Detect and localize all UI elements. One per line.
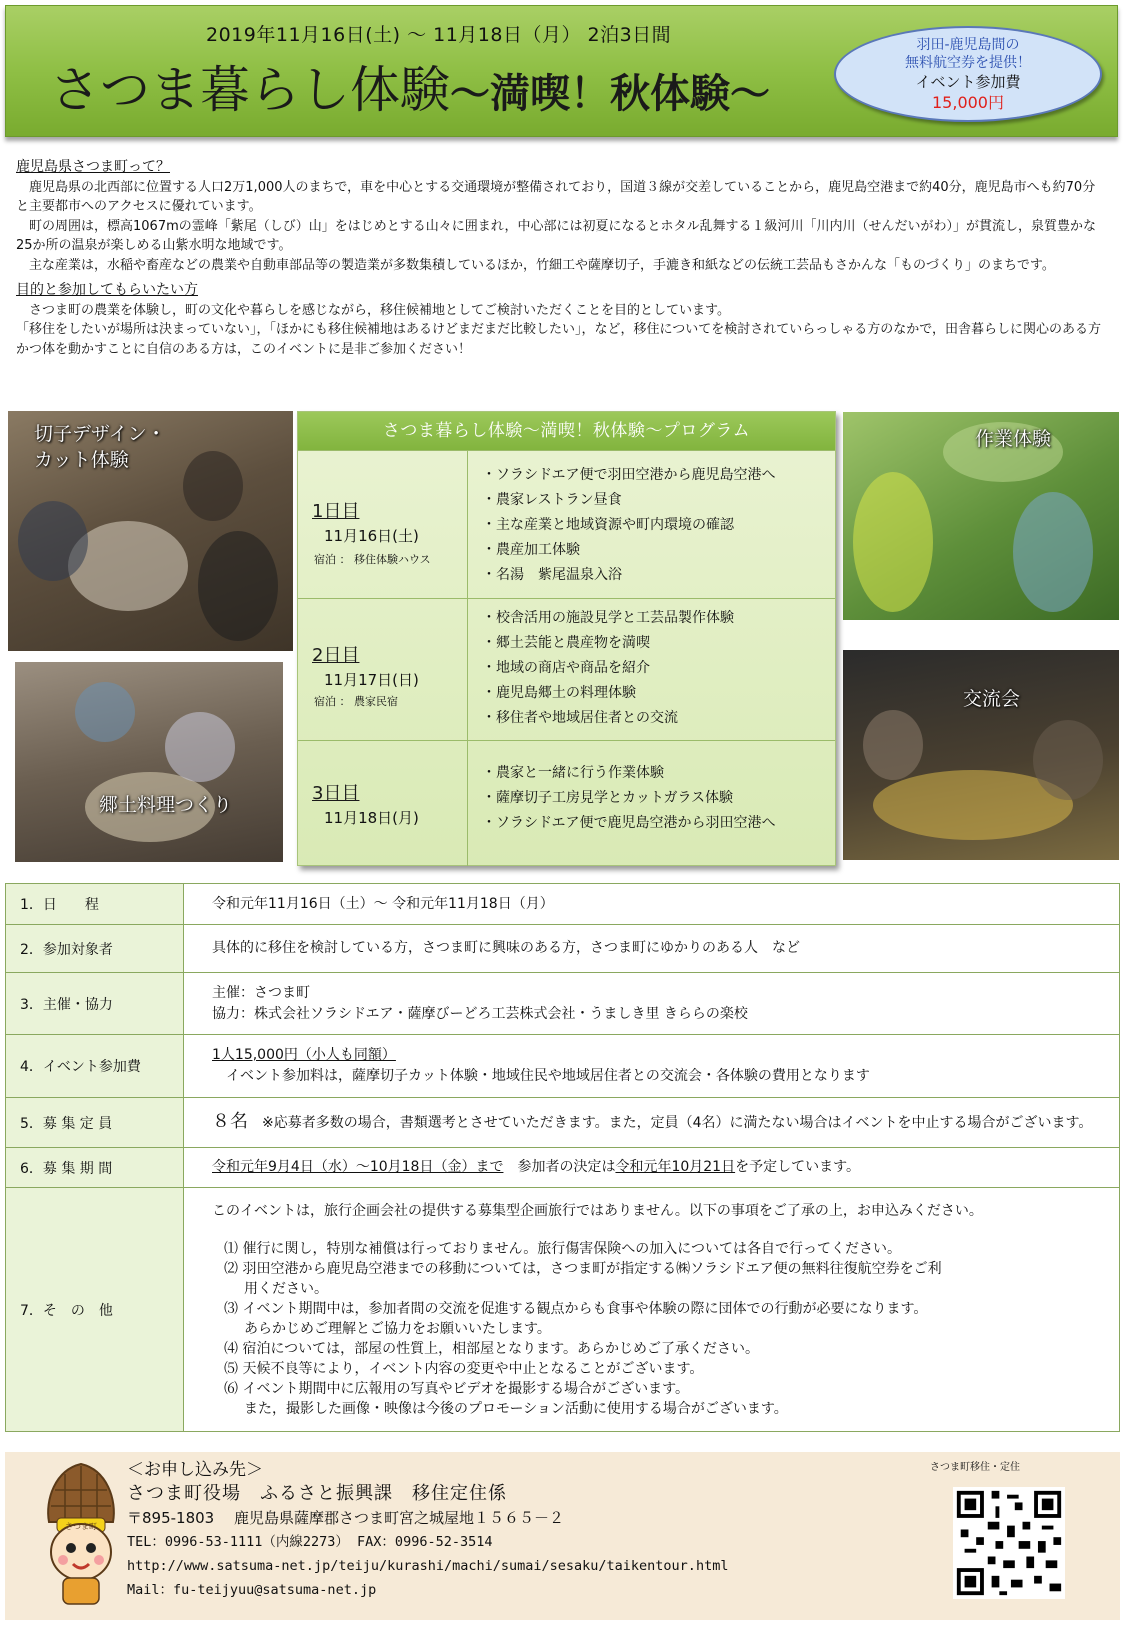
info-url-link[interactable]: http://www.satsuma-net.jp/teiju/kurashi/machi/sumai/sesaku/taikentour.html	[127, 1558, 729, 1574]
mascot-icon	[35, 1460, 127, 1610]
capacity-number: ８名	[212, 1111, 248, 1132]
program-day-2	[298, 598, 835, 740]
day-stay: 宿泊 ： 移住体験ハウス	[314, 553, 431, 566]
list-item: ・農家と一緒に行う作業体験	[482, 765, 664, 781]
program-day-1	[298, 450, 835, 598]
program-title: さつま暮らし体験～満喫！秋体験～プログラム	[298, 412, 835, 450]
event-dates: 2019年11月16日(土) ～ 11月18日（月） 2泊3日間	[206, 24, 672, 46]
list-item: また，撮影した画像・映像は今後のプロモーション活動に使用する場合がございます。	[244, 1400, 788, 1417]
list-item: ⑹ イベント期間中に広報用の写真やビデオを撮影する場合がございます。	[224, 1380, 690, 1397]
list-item: ・薩摩切子工房見学とカットガラス体験	[482, 790, 734, 806]
list-item: ・移住者や地域居住者との交流	[482, 710, 678, 726]
table-row	[6, 1035, 1120, 1098]
event-details-table	[5, 883, 1120, 1432]
list-item: ・ソラシドエア便で鹿児島空港から羽田空港へ	[482, 815, 776, 831]
fee-badge-line2: 無料航空券を提供！	[905, 55, 1031, 71]
list-item: ・ソラシドエア便で羽田空港から鹿児島空港へ	[482, 467, 776, 483]
row-value	[184, 1035, 1120, 1098]
capacity-note: ※応募者多数の場合，書類選考とさせていただきます。また，定員（4名）に満たない場合はイベントを中止する場合がございます。	[262, 1115, 1093, 1131]
row-key: 3．主催・協力	[6, 973, 184, 1035]
fee-badge-price: 15,000円	[932, 93, 1004, 112]
photo-caption: カット体験	[34, 449, 129, 471]
intro-section	[16, 158, 1106, 359]
photo-caption: 郷土料理つくり	[99, 794, 233, 816]
intro-para-5: 「移住をしたいが場所は決まっていない」，「ほかにも移住候補地はあるけどまだまだ比較したい」，など，移住についてを検討されていらっしゃる方のなかで，田舎暮らしに関心のある方かつ体を動かすことに自信のある方は，このイベントに是非ご参加ください！	[16, 322, 1101, 357]
intro-para-1: 鹿児島県の北西部に位置する人口2万1,000人のまちで，車を中心とする交通環境が整備されており，国道３線が交差していることから，鹿児島空港まで約40分，鹿児島市へも約70分と主要都市へのアクセスに優れています。	[16, 179, 1096, 214]
email-link[interactable]: Mail：fu-teijyuu@satsuma-net.jp	[127, 1582, 377, 1598]
other-intro: このイベントは，旅行企画会社の提供する募集型企画旅行ではありません。以下の事項をご了承の上，お申込みください。	[212, 1202, 983, 1219]
table-row	[6, 1188, 1120, 1432]
list-item: ・名湯 紫尾温泉入浴	[482, 567, 622, 583]
photo-caption: 交流会	[963, 688, 1021, 710]
qr-code-icon[interactable]	[953, 1487, 1065, 1599]
day-activity-list	[482, 463, 775, 588]
list-item: ・主な産業と地域資源や町内環境の確認	[482, 517, 734, 533]
title-banner	[5, 5, 1118, 137]
photo-kiriko-cutting	[8, 411, 293, 651]
organizer: 主催：さつま町	[212, 984, 310, 1001]
notes-list	[212, 1239, 1109, 1419]
fee-badge-line1: 羽田-鹿児島間の	[916, 37, 1020, 53]
page-title	[50, 50, 770, 122]
row-key: 6．募 集 期 間	[6, 1148, 184, 1188]
application-period: 令和元年9月4日（水）～10月18日（金）まで	[212, 1159, 504, 1175]
photo-local-cooking	[15, 662, 283, 862]
row-value	[184, 973, 1120, 1035]
table-row	[6, 1148, 1120, 1188]
intro-heading-purpose: 目的と参加してもらいたい方	[16, 282, 198, 298]
photo-caption: 作業体験	[975, 428, 1052, 450]
intro-para-2: 町の周囲は，標高1067mの霊峰「紫尾（しび）山」をはじめとする山々に囲まれ，中心部には初夏になるとホタル乱舞する１級河川「川内川（せんだいがわ）」が貫流し，泉質豊かな25か所の温泉が楽しめる山紫水明な地域です。	[16, 218, 1097, 253]
list-item: ⑶ イベント期間中は，参加者間の交流を促進する観点からも食事や体験の際に団体での行動が必要になります。	[224, 1300, 928, 1317]
title-sub: ～満喫！秋体験～	[450, 71, 770, 117]
row-value: 令和元年11月16日（土）～ 令和元年11月18日（月）	[184, 884, 1120, 925]
decision-date: 令和元年10月21日	[615, 1159, 736, 1175]
day-date: 11月18日(月)	[324, 809, 419, 827]
intro-heading-town: 鹿児島県さつま町って？	[16, 159, 170, 175]
day-date: 11月16日(土)	[324, 527, 419, 545]
row-value: 具体的に移住を検討している方，さつま町に興味のある方，さつま町にゆかりのある人 など	[184, 925, 1120, 973]
photo-farm-work	[843, 412, 1119, 620]
day-label: 1日目	[312, 501, 360, 522]
office-name: さつま町役場 ふるさと振興課 移住定住係	[127, 1483, 507, 1504]
contact-block	[127, 1458, 728, 1602]
list-item: ・校舎活用の施設見学と工芸品製作体験	[482, 610, 734, 626]
row-key: 5．募 集 定 員	[6, 1098, 184, 1148]
fee-badge-line3: イベント参加費	[915, 73, 1021, 91]
list-item: ⑴ 催行に関し，特別な補償は行っておりません。旅行傷害保険への加入については各自で行ってください。	[224, 1240, 902, 1257]
postal-address: 〒895-1803 鹿児島県薩摩郡さつま町宮之城屋地１５６５－２	[127, 1509, 564, 1527]
list-item: ・鹿児島郷土の料理体験	[482, 685, 636, 701]
list-item: あらかじめご理解とご協力をお願いいたします。	[244, 1320, 551, 1337]
list-item: ⑵ 羽田空港から鹿児島空港までの移動については，さつま町が指定する㈱ソラシドエア便の無料往復航空券をご利	[224, 1260, 942, 1277]
contact-footer	[5, 1452, 1120, 1620]
list-item: 用ください。	[244, 1280, 328, 1297]
list-item: ・郷土芸能と農産物を満喫	[482, 635, 650, 651]
list-item: ・農産加工体験	[482, 542, 580, 558]
row-key: 1．日 程	[6, 884, 184, 925]
title-main: さつま暮らし体験	[50, 61, 450, 119]
day-label: 3日目	[312, 783, 360, 804]
fee-amount: 1人15,000円（小人も同額）	[212, 1047, 396, 1063]
program-box	[297, 411, 836, 866]
day-date: 11月17日(日)	[324, 671, 419, 689]
fee-badge	[834, 26, 1102, 122]
qr-label: さつま町移住・定住	[930, 1462, 1020, 1473]
cooperators: 協力：株式会社ソラシドエア・薩摩びーどろ工芸株式会社・うましき里 きららの楽校	[212, 1005, 748, 1022]
day-activity-list	[482, 606, 734, 731]
row-key: 4．イベント参加費	[6, 1035, 184, 1098]
mascot-badge-text: さつま町	[65, 1522, 97, 1531]
photo-exchange-party	[843, 650, 1119, 860]
intro-para-3: 主な産業は，水稲や畜産などの農業や自動車部品等の製造業が多数集積しているほか，竹細工や薩摩切子，手漉き和紙などの伝統工芸品もさかんな「ものづくり」のまちです。	[29, 257, 1055, 273]
row-key: 2．参加対象者	[6, 925, 184, 973]
table-row	[6, 973, 1120, 1035]
phone-fax: TEL：0996-53-1111（内線2273） FAX：0996-52-3514	[127, 1534, 493, 1550]
table-row	[6, 1098, 1120, 1148]
intro-para-4: さつま町の農業を体験し，町の文化や暮らしを感じながら，移住候補地としてご検討いただくことを目的としています。	[29, 302, 730, 318]
row-key: 7．そ の 他	[6, 1188, 184, 1432]
day-label: 2日目	[312, 645, 360, 666]
table-row	[6, 925, 1120, 973]
row-value: 令和元年9月4日（水）～10月18日（金）まで 参加者の決定は令和元年10月21日を予定しています。	[184, 1148, 1120, 1188]
list-item: ・地域の商店や商品を紹介	[482, 660, 650, 676]
list-item: ・農家レストラン昼食	[482, 492, 622, 508]
apply-heading: ＜お申し込み先＞	[127, 1460, 263, 1480]
list-item: ⑸ 天候不良等により，イベント内容の変更や中止となることがございます。	[224, 1360, 704, 1377]
fee-note: イベント参加料は，薩摩切子カット体験・地域住民や地域居住者との交流会・各体験の費用となります	[226, 1068, 870, 1084]
program-day-3	[298, 740, 835, 866]
day-activity-list	[482, 761, 775, 836]
day-stay: 宿泊 ： 農家民宿	[314, 695, 398, 708]
photo-caption: 切子デザイン・	[34, 423, 166, 445]
row-value	[184, 1098, 1120, 1148]
row-value	[184, 1188, 1120, 1432]
table-row	[6, 884, 1120, 925]
list-item: ⑷ 宿泊については，部屋の性質上，相部屋となります。あらかじめご了承ください。	[224, 1340, 760, 1357]
